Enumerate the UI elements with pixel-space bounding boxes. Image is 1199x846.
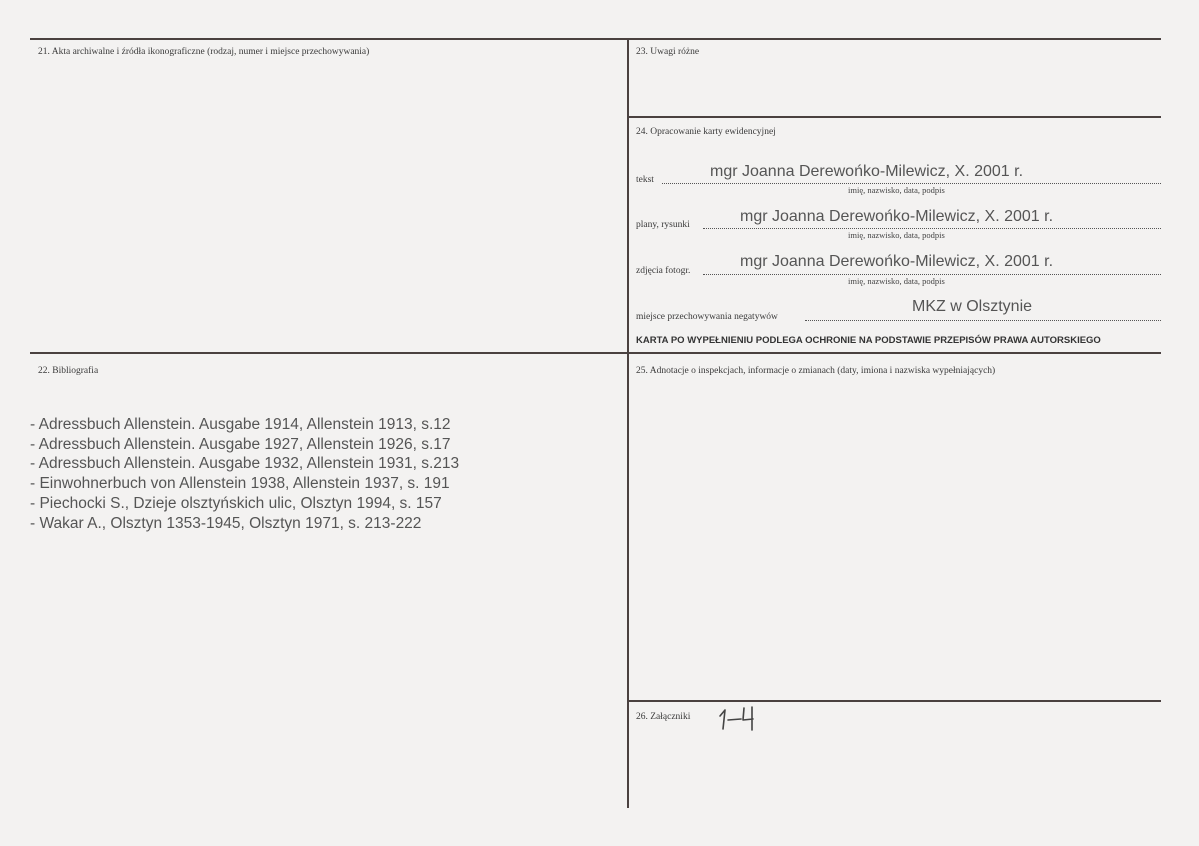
negatywy-label: miejsce przechowywania negatywów <box>636 312 778 322</box>
section25-label: 25. Adnotacje o inspekcjach, informacje o zmianach (daty, imiona i nazwiska wypełniających) <box>636 366 996 376</box>
middle-border <box>30 352 1161 354</box>
bibliography-item: - Einwohnerbuch von Allenstein 1938, Allenstein 1937, s. 191 <box>30 475 450 493</box>
bibliography-item: - Piechocki S., Dzieje olsztyńskich ulic, Olsztyn 1994, s. 157 <box>30 494 442 512</box>
tekst-caption: imię, nazwisko, data, podpis <box>848 185 945 195</box>
tekst-value: mgr Joanna Derewońko-Milewicz, X. 2001 r. <box>710 163 1024 180</box>
section26-label: 26. Załączniki <box>636 712 691 722</box>
bibliography-item: - Adressbuch Allenstein. Ausgabe 1914, Allenstein 1913, s.12 <box>30 416 451 433</box>
zdjecia-value: mgr Joanna Derewońko-Milewicz, X. 2001 r. <box>740 253 1054 270</box>
negatywy-dotted-line <box>805 320 1161 321</box>
plany-value: mgr Joanna Derewońko-Milewicz, X. 2001 r. <box>740 208 1054 225</box>
bibliography-list <box>30 415 459 533</box>
negatywy-value: MKZ w Olsztynie <box>912 298 1033 315</box>
section21-label: 21. Akta archiwalne i źródła ikonograficzne (rodzaj, numer i miejsce przechowywania) <box>38 47 370 57</box>
center-divider <box>627 38 629 808</box>
zdjecia-dotted-line <box>703 274 1161 275</box>
tekst-label: tekst <box>636 175 654 185</box>
zdjecia-caption: imię, nazwisko, data, podpis <box>848 276 945 286</box>
section26-top-border <box>628 700 1161 702</box>
tekst-dotted-line <box>662 183 1161 184</box>
bibliography-item: - Adressbuch Allenstein. Ausgabe 1932, Allenstein 1931, s.213 <box>30 455 460 473</box>
section22-label: 22. Bibliografia <box>38 366 99 376</box>
zdjecia-label: zdjęcia fotogr. <box>636 266 691 276</box>
bibliography-item: - Wakar A., Olsztyn 1353-1945, Olsztyn 1971, s. 213-222 <box>30 514 422 532</box>
section23-bottom-border <box>628 116 1161 118</box>
plany-caption: imię, nazwisko, data, podpis <box>848 230 945 240</box>
plany-dotted-line <box>703 228 1161 229</box>
copyright-notice: KARTA PO WYPEŁNIENIU PODLEGA OCHRONIE NA PODSTAWIE PRZEPISÓW PRAWA AUTORSKIEGO <box>636 335 1101 346</box>
section23-label: 23. Uwagi różne <box>636 47 700 57</box>
bibliography-item: - Adressbuch Allenstein. Ausgabe 1927, Allenstein 1926, s.17 <box>30 435 451 453</box>
top-border <box>30 38 1161 40</box>
plany-label: plany, rysunki <box>636 220 690 230</box>
attachments-handwritten-value <box>716 704 758 732</box>
section24-label: 24. Opracowanie karty ewidencyjnej <box>636 127 776 137</box>
